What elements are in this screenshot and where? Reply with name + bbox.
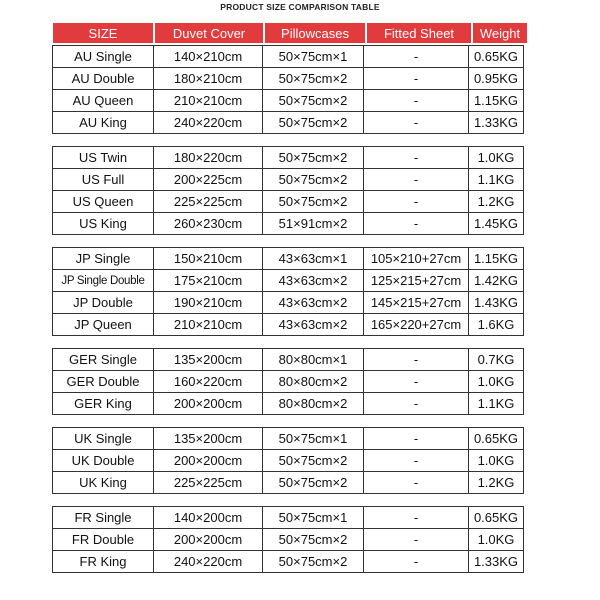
table-row (52, 68, 528, 90)
table-row (52, 169, 528, 191)
table-row (52, 551, 528, 573)
header-fitted-sheet: Fitted Sheet (366, 22, 472, 44)
table-row (52, 46, 528, 68)
table-group (52, 248, 528, 336)
cell-duvet-cover: 150×210cm (153, 247, 263, 270)
cell-pillowcases: 50×75cm×2 (262, 471, 364, 494)
cell-pillowcases: 43×63cm×2 (262, 291, 364, 314)
table-row (52, 349, 528, 371)
group-spacer (52, 415, 528, 427)
table-group (52, 507, 528, 573)
table-row (52, 248, 528, 270)
table-row (52, 428, 528, 450)
cell-weight: 1.33KG (468, 550, 524, 573)
cell-duvet-cover: 200×200cm (153, 449, 263, 472)
cell-duvet-cover: 200×200cm (153, 392, 263, 415)
cell-pillowcases: 50×75cm×2 (262, 528, 364, 551)
cell-size: FR King (52, 550, 154, 573)
cell-pillowcases: 50×75cm×1 (262, 427, 364, 450)
cell-weight: 1.0KG (468, 370, 524, 393)
cell-duvet-cover: 260×230cm (153, 212, 263, 235)
group-spacer (52, 235, 528, 247)
cell-duvet-cover: 200×225cm (153, 168, 263, 191)
table-body (52, 46, 528, 573)
cell-pillowcases: 80×80cm×1 (262, 348, 364, 371)
cell-size: AU Queen (52, 89, 154, 112)
cell-fitted-sheet: - (363, 67, 469, 90)
cell-size: US Full (52, 168, 154, 191)
cell-size: JP Queen (52, 313, 154, 336)
cell-fitted-sheet: 125×215+27cm (363, 269, 469, 292)
cell-size: US King (52, 212, 154, 235)
cell-duvet-cover: 160×220cm (153, 370, 263, 393)
table-row (52, 472, 528, 494)
table-row (52, 393, 528, 415)
cell-fitted-sheet: 165×220+27cm (363, 313, 469, 336)
cell-size: GER Double (52, 370, 154, 393)
cell-weight: 0.95KG (468, 67, 524, 90)
group-spacer (52, 494, 528, 506)
cell-pillowcases: 50×75cm×2 (262, 67, 364, 90)
cell-duvet-cover: 240×220cm (153, 111, 263, 134)
table-row (52, 112, 528, 134)
cell-fitted-sheet: - (363, 528, 469, 551)
cell-weight: 1.1KG (468, 168, 524, 191)
cell-pillowcases: 50×75cm×2 (262, 190, 364, 213)
cell-fitted-sheet: - (363, 168, 469, 191)
cell-fitted-sheet: - (363, 392, 469, 415)
cell-size: GER King (52, 392, 154, 415)
cell-weight: 1.6KG (468, 313, 524, 336)
cell-fitted-sheet: - (363, 89, 469, 112)
table-title: PRODUCT SIZE COMPARISON TABLE (220, 2, 380, 12)
cell-duvet-cover: 190×210cm (153, 291, 263, 314)
cell-fitted-sheet: - (363, 449, 469, 472)
cell-fitted-sheet: - (363, 146, 469, 169)
cell-weight: 0.7KG (468, 348, 524, 371)
header-size: SIZE (52, 22, 154, 44)
table-header-row (52, 22, 528, 44)
cell-size: AU Single (52, 45, 154, 68)
cell-size: UK Double (52, 449, 154, 472)
table-row (52, 292, 528, 314)
cell-duvet-cover: 240×220cm (153, 550, 263, 573)
cell-weight: 1.15KG (468, 89, 524, 112)
cell-size: UK King (52, 471, 154, 494)
table-group (52, 46, 528, 134)
cell-weight: 0.65KG (468, 506, 524, 529)
cell-fitted-sheet: - (363, 471, 469, 494)
table-row (52, 314, 528, 336)
table-row (52, 450, 528, 472)
cell-weight: 1.2KG (468, 190, 524, 213)
cell-duvet-cover: 135×200cm (153, 348, 263, 371)
cell-duvet-cover: 225×225cm (153, 190, 263, 213)
cell-fitted-sheet: - (363, 212, 469, 235)
cell-pillowcases: 43×63cm×2 (262, 313, 364, 336)
cell-pillowcases: 50×75cm×2 (262, 449, 364, 472)
cell-weight: 1.0KG (468, 449, 524, 472)
cell-weight: 1.0KG (468, 528, 524, 551)
table-group (52, 428, 528, 494)
cell-fitted-sheet: 145×215+27cm (363, 291, 469, 314)
table-row (52, 213, 528, 235)
cell-size: US Twin (52, 146, 154, 169)
table-row (52, 507, 528, 529)
cell-pillowcases: 50×75cm×2 (262, 89, 364, 112)
table-row (52, 90, 528, 112)
cell-weight: 0.65KG (468, 45, 524, 68)
cell-fitted-sheet: - (363, 550, 469, 573)
table-group (52, 147, 528, 235)
cell-duvet-cover: 140×210cm (153, 45, 263, 68)
cell-pillowcases: 50×75cm×1 (262, 506, 364, 529)
header-duvet-cover: Duvet Cover (154, 22, 264, 44)
cell-fitted-sheet: - (363, 45, 469, 68)
cell-weight: 1.42KG (468, 269, 524, 292)
cell-duvet-cover: 180×210cm (153, 67, 263, 90)
cell-weight: 1.45KG (468, 212, 524, 235)
cell-duvet-cover: 200×200cm (153, 528, 263, 551)
cell-weight: 1.2KG (468, 471, 524, 494)
cell-pillowcases: 50×75cm×2 (262, 111, 364, 134)
cell-duvet-cover: 225×225cm (153, 471, 263, 494)
cell-pillowcases: 50×75cm×2 (262, 168, 364, 191)
cell-duvet-cover: 210×210cm (153, 89, 263, 112)
table-row (52, 147, 528, 169)
cell-size: AU King (52, 111, 154, 134)
cell-pillowcases: 80×80cm×2 (262, 392, 364, 415)
cell-weight: 1.33KG (468, 111, 524, 134)
cell-weight: 1.43KG (468, 291, 524, 314)
cell-pillowcases: 50×75cm×1 (262, 45, 364, 68)
cell-size: UK Single (52, 427, 154, 450)
cell-fitted-sheet: - (363, 370, 469, 393)
cell-pillowcases: 43×63cm×1 (262, 247, 364, 270)
table-row (52, 270, 528, 292)
cell-weight: 1.1KG (468, 392, 524, 415)
cell-fitted-sheet: - (363, 111, 469, 134)
group-spacer (52, 134, 528, 146)
header-weight: Weight (472, 22, 528, 44)
cell-size: JP Single Double (52, 269, 154, 292)
cell-duvet-cover: 135×200cm (153, 427, 263, 450)
cell-fitted-sheet: 105×210+27cm (363, 247, 469, 270)
table-group (52, 349, 528, 415)
cell-pillowcases: 80×80cm×2 (262, 370, 364, 393)
cell-size: JP Double (52, 291, 154, 314)
cell-fitted-sheet: - (363, 427, 469, 450)
cell-duvet-cover: 180×220cm (153, 146, 263, 169)
table-row (52, 529, 528, 551)
header-pillowcases: Pillowcases (264, 22, 366, 44)
cell-fitted-sheet: - (363, 348, 469, 371)
group-spacer (52, 336, 528, 348)
cell-weight: 0.65KG (468, 427, 524, 450)
table-row (52, 191, 528, 213)
cell-fitted-sheet: - (363, 190, 469, 213)
cell-pillowcases: 50×75cm×2 (262, 146, 364, 169)
cell-pillowcases: 43×63cm×2 (262, 269, 364, 292)
cell-size: AU Double (52, 67, 154, 90)
table-row (52, 371, 528, 393)
cell-duvet-cover: 140×200cm (153, 506, 263, 529)
size-comparison-table (52, 22, 528, 573)
cell-weight: 1.15KG (468, 247, 524, 270)
cell-weight: 1.0KG (468, 146, 524, 169)
cell-size: GER Single (52, 348, 154, 371)
cell-duvet-cover: 210×210cm (153, 313, 263, 336)
cell-size: FR Single (52, 506, 154, 529)
cell-size: US Queen (52, 190, 154, 213)
cell-duvet-cover: 175×210cm (153, 269, 263, 292)
cell-size: FR Double (52, 528, 154, 551)
cell-size: JP Single (52, 247, 154, 270)
cell-pillowcases: 50×75cm×2 (262, 550, 364, 573)
cell-fitted-sheet: - (363, 506, 469, 529)
cell-pillowcases: 51×91cm×2 (262, 212, 364, 235)
